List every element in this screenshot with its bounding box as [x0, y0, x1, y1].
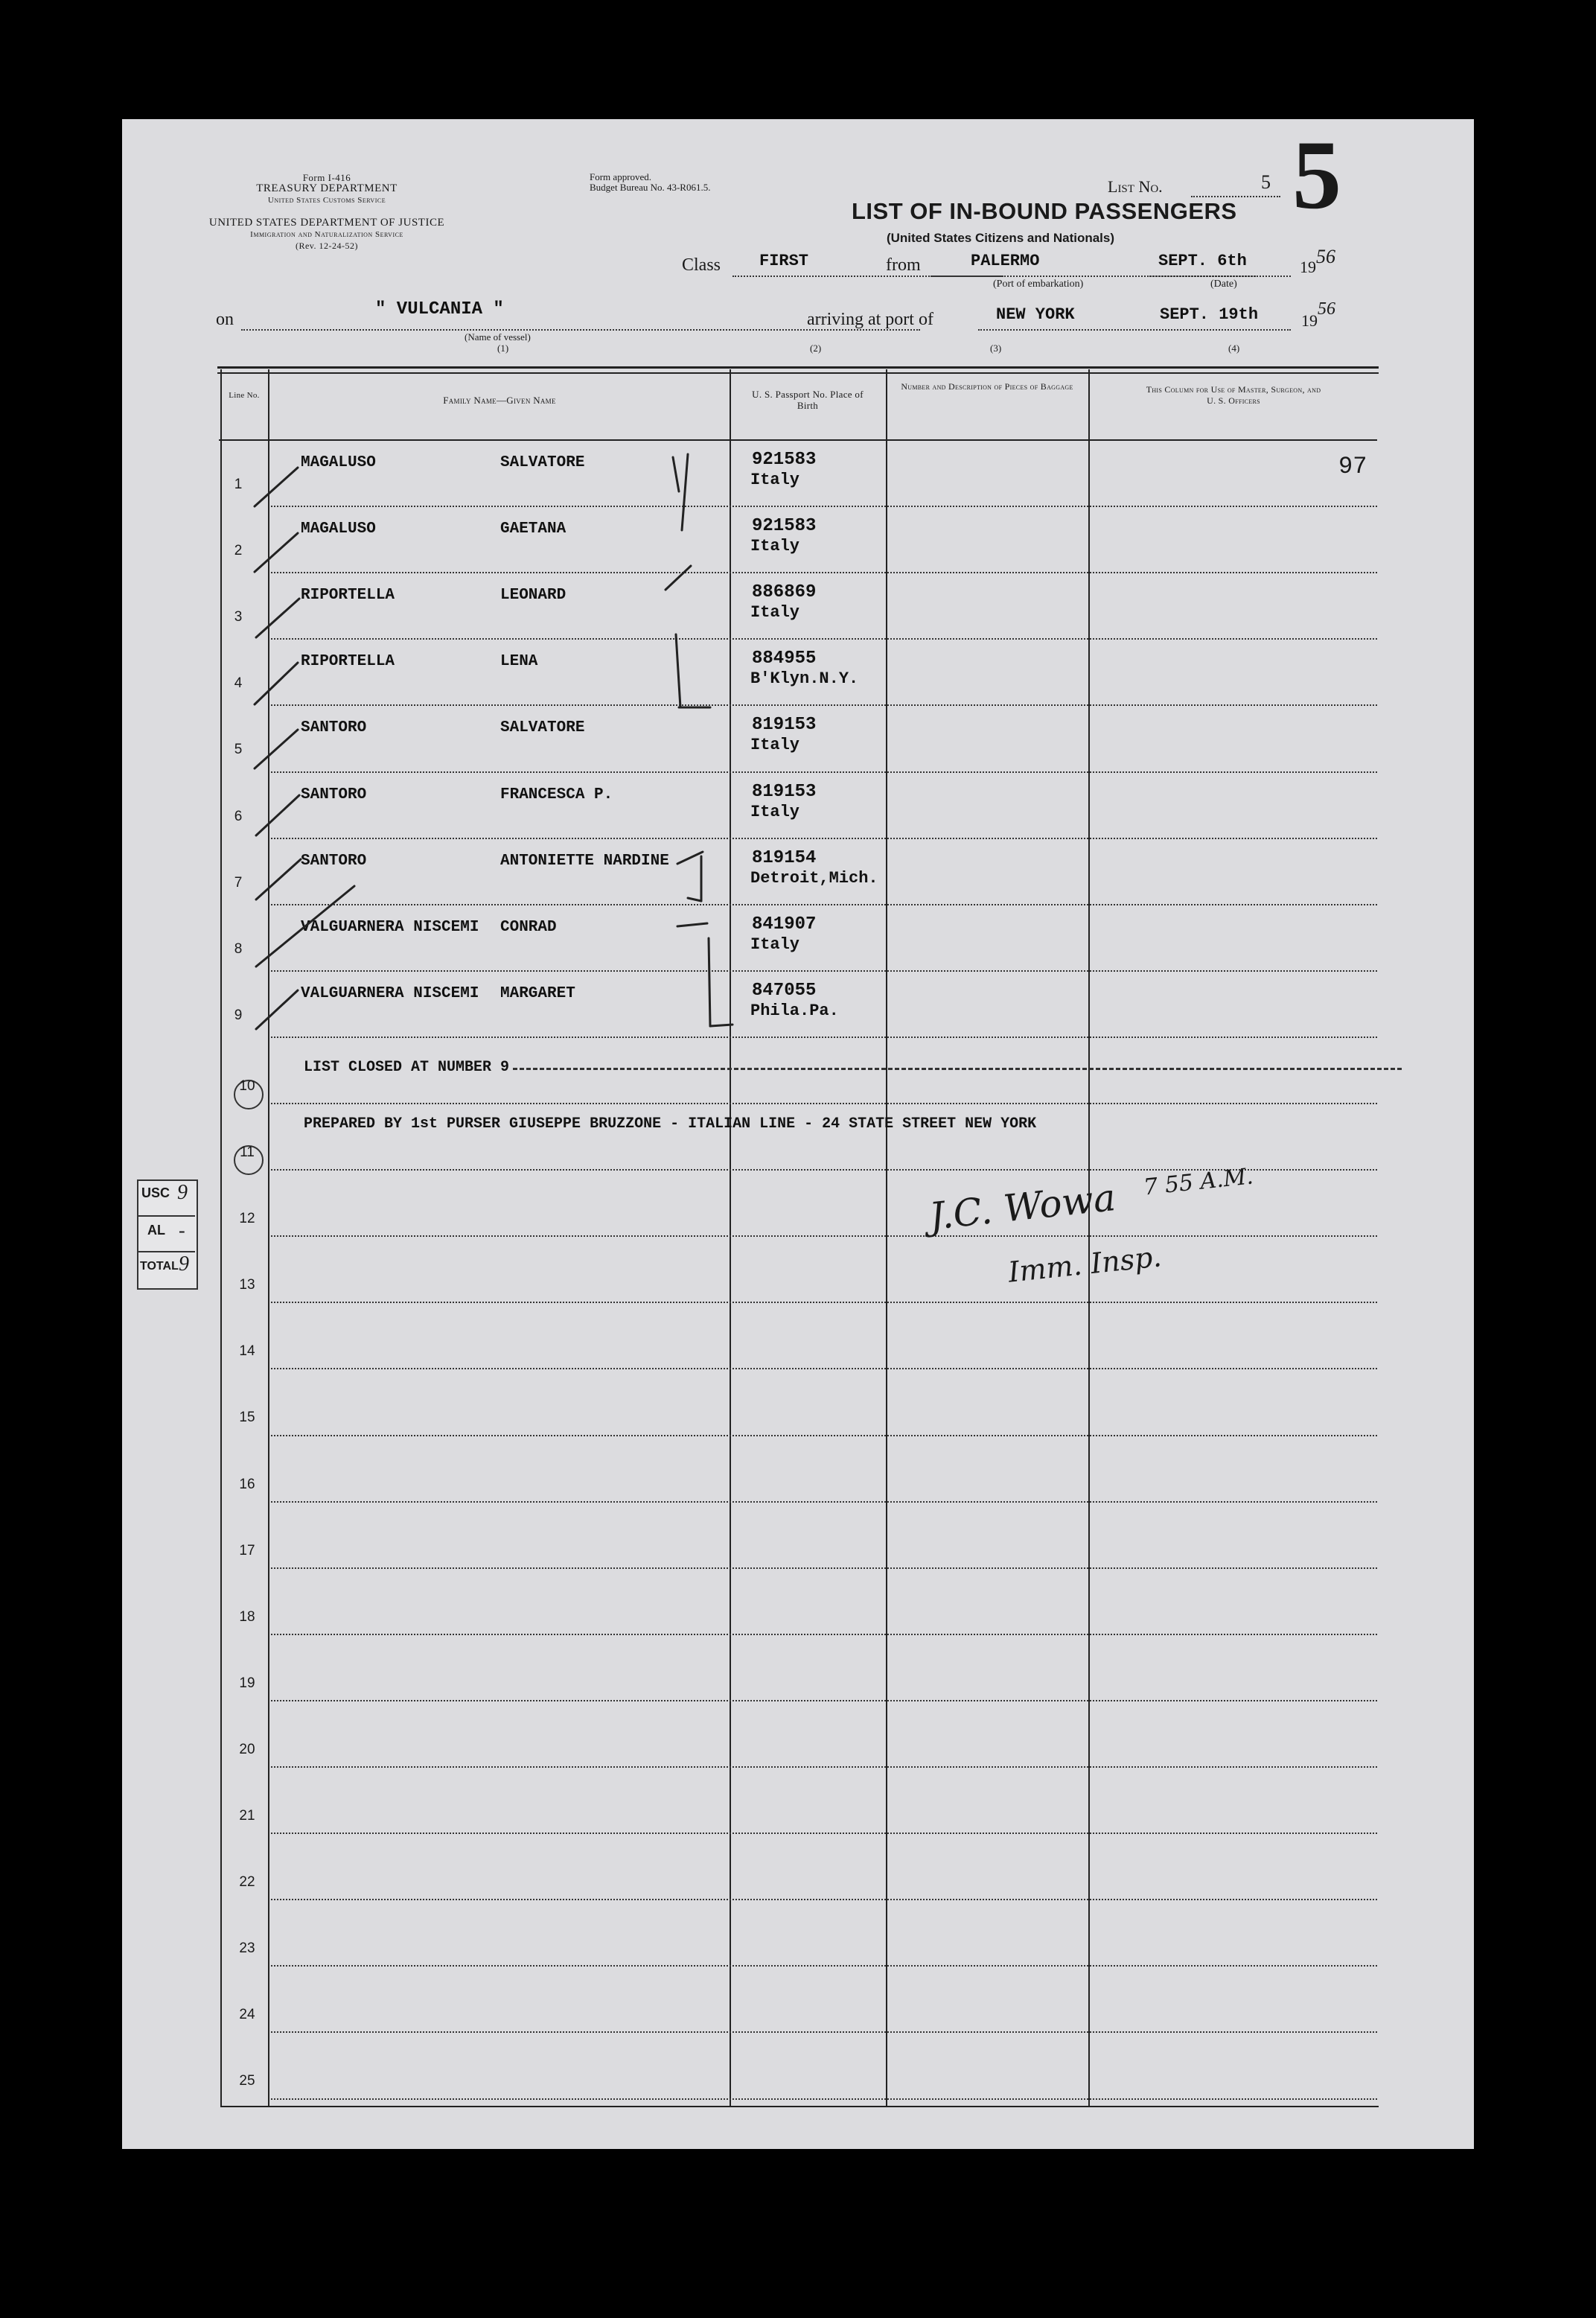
- place-of-birth: B'Klyn.N.Y.: [750, 669, 859, 688]
- place-of-birth: Phila.Pa.: [750, 1002, 839, 1020]
- place-of-birth: Italy: [750, 603, 800, 622]
- naturalization-service: Immigration and Naturalization Service: [250, 230, 403, 239]
- line-number: 3: [234, 609, 243, 625]
- passport-number: 819153: [752, 782, 817, 802]
- form-subtitle: (United States Citizens and Nationals): [886, 231, 1115, 245]
- place-of-birth: Detroit,Mich.: [750, 869, 878, 888]
- usc-value: 9: [177, 1181, 188, 1204]
- line-number: 17: [239, 1543, 255, 1558]
- line-number: 4: [234, 675, 243, 691]
- on-label: on: [216, 310, 234, 329]
- line-number: 12: [239, 1211, 255, 1226]
- total-label: TOTAL: [140, 1260, 179, 1273]
- family-name: MAGALUSO: [301, 454, 376, 471]
- line-number: 9: [234, 1007, 243, 1023]
- passport-number: 884955: [752, 649, 817, 669]
- given-name: CONRAD: [500, 919, 557, 936]
- place-of-birth: Italy: [750, 803, 800, 821]
- line-number: 2: [234, 543, 243, 558]
- class-value: FIRST: [759, 252, 809, 270]
- caption-number-2: (2): [810, 343, 822, 354]
- line-number: 1: [234, 477, 243, 492]
- form-number: Form I-416: [302, 172, 351, 183]
- passport-number: 847055: [752, 981, 817, 1001]
- departure-year: 56: [1316, 246, 1335, 267]
- family-name: MAGALUSO: [301, 520, 376, 538]
- line-number: 22: [239, 1874, 255, 1890]
- line-number: 15: [239, 1410, 255, 1425]
- revision-date: (Rev. 12-24-52): [295, 241, 359, 251]
- passport-number: 921583: [752, 450, 817, 470]
- prepared-by-line: PREPARED BY 1st PURSER GIUSEPPE BRUZZONE - ITALIAN LINE - 24 STATE STREET NEW YORK: [304, 1115, 1037, 1133]
- line-number: 24: [239, 2007, 255, 2022]
- arrival-date: SEPT. 19th: [1160, 305, 1259, 324]
- arriving-label: arriving at port of: [807, 310, 933, 329]
- arrival-port: NEW YORK: [996, 305, 1075, 324]
- line-number: 18: [239, 1609, 255, 1625]
- embarkation-caption: (Port of embarkation): [993, 278, 1084, 290]
- line-number: 25: [239, 2073, 255, 2089]
- caption-number-4: (4): [1228, 343, 1240, 354]
- officer-note: 97: [1338, 453, 1367, 480]
- family-name: SANTORO: [301, 853, 367, 870]
- list-big-number: 5: [1292, 120, 1341, 229]
- place-of-birth: Italy: [750, 537, 800, 555]
- date-caption: (Date): [1210, 278, 1237, 290]
- from-label: from: [886, 255, 921, 275]
- arrival-year: 56: [1318, 299, 1335, 319]
- passport-number: 841907: [752, 914, 817, 934]
- passenger-list-form: [122, 119, 1474, 2149]
- form-approved: Form approved.: [590, 171, 652, 182]
- arrival-year-prefix: 19: [1301, 311, 1318, 330]
- caption-number-1: (1): [497, 343, 509, 354]
- passport-number: 819153: [752, 715, 817, 735]
- vessel-caption: (Name of vessel): [465, 331, 531, 343]
- list-number-label: List No.: [1108, 177, 1163, 196]
- class-label: Class: [682, 255, 721, 275]
- line-number: 21: [239, 1808, 255, 1824]
- department-of-justice: UNITED STATES DEPARTMENT OF JUSTICE: [208, 217, 445, 229]
- departure-year-prefix: 19: [1300, 258, 1316, 276]
- embarkation-port: PALERMO: [971, 252, 1040, 270]
- col-header-name: Family Name—Given Name: [443, 395, 556, 406]
- passport-number: 886869: [752, 582, 817, 602]
- total-value: 9: [179, 1252, 189, 1276]
- budget-bureau-number: Budget Bureau No. 43-R061.5.: [590, 182, 711, 193]
- line-number: 11: [240, 1144, 255, 1160]
- line-number: 23: [239, 1940, 255, 1956]
- given-name: GAETANA: [500, 520, 566, 538]
- col-header-baggage: Number and Description of Pieces of Baggage: [901, 381, 1073, 392]
- list-closed-line: LIST CLOSED AT NUMBER 9: [304, 1059, 510, 1076]
- al-label: AL: [147, 1223, 165, 1238]
- form-title: LIST OF IN-BOUND PASSENGERS: [852, 198, 1237, 224]
- passport-number: 921583: [752, 516, 817, 536]
- caption-number-3: (3): [990, 343, 1002, 354]
- line-number: 6: [234, 809, 243, 824]
- given-name: LENA: [500, 653, 538, 670]
- given-name: LEONARD: [500, 587, 566, 604]
- handwritten-checkmarks: [122, 119, 1474, 2149]
- family-name: VALGUARNERA NISCEMI: [301, 985, 479, 1002]
- customs-service: United States Customs Service: [267, 196, 386, 205]
- place-of-birth: Italy: [750, 935, 800, 954]
- passport-number: 819154: [752, 848, 817, 868]
- family-name: SANTORO: [301, 719, 367, 736]
- family-name: RIPORTELLA: [301, 587, 395, 604]
- given-name: ANTONIETTE NARDINE: [500, 853, 669, 870]
- line-number: 8: [234, 941, 243, 957]
- al-value: -: [179, 1220, 185, 1241]
- line-number: 10: [239, 1078, 255, 1094]
- place-of-birth: Italy: [750, 736, 800, 754]
- line-number: 20: [239, 1742, 255, 1757]
- line-number: 19: [239, 1675, 255, 1691]
- line-number: 16: [239, 1477, 255, 1492]
- col-header-line-no: Line No.: [229, 391, 260, 400]
- col-header-officers: This Column for Use of Master, Surgeon, and U. S. Officers: [1146, 384, 1321, 406]
- usc-label: USC: [141, 1185, 170, 1200]
- inspection-time: 7 55 A.M.: [1142, 1163, 1255, 1201]
- line-number: 5: [234, 742, 243, 757]
- treasury-department: TREASURY DEPARTMENT: [256, 182, 398, 194]
- line-number: 7: [234, 875, 243, 891]
- line-number: 14: [239, 1343, 255, 1359]
- inspector-title: Imm. Insp.: [1006, 1240, 1164, 1289]
- family-name: VALGUARNERA NISCEMI: [301, 919, 479, 936]
- family-name: RIPORTELLA: [301, 653, 395, 670]
- inspector-signature: J.C. Wowa: [927, 1176, 1118, 1238]
- given-name: MARGARET: [500, 985, 575, 1002]
- family-name: SANTORO: [301, 786, 367, 803]
- place-of-birth: Italy: [750, 471, 800, 489]
- given-name: FRANCESCA P.: [500, 786, 613, 803]
- departure-date: SEPT. 6th: [1158, 252, 1247, 270]
- col-header-passport: U. S. Passport No. Place of Birth: [752, 389, 864, 411]
- vessel-name: " VULCANIA ": [375, 299, 504, 319]
- given-name: SALVATORE: [500, 454, 585, 471]
- given-name: SALVATORE: [500, 719, 585, 736]
- line-number: 13: [239, 1277, 255, 1293]
- list-number-value: 5: [1261, 171, 1271, 193]
